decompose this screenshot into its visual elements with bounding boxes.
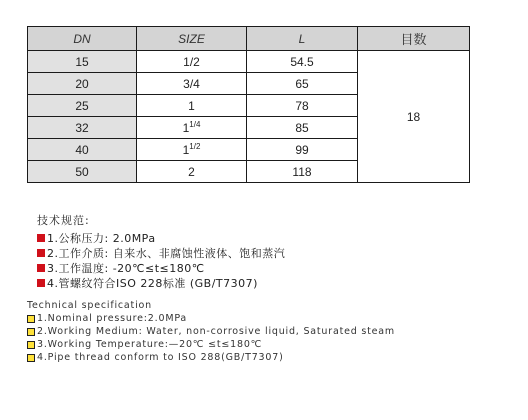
en-spec-item <box>27 325 395 338</box>
en-spec-item <box>27 338 395 351</box>
table-row <box>28 51 470 73</box>
cn-spec-text: 4.管螺纹符合ISO 228标准 (GB/T7307) <box>47 276 258 290</box>
cn-spec-text: 2.工作介质: 自来水、非腐蚀性液体、饱和蒸汽 <box>47 246 286 260</box>
table-header-row <box>28 27 470 51</box>
size-fraction: 1/2 <box>189 142 201 151</box>
cell-size: 1/2 <box>137 51 247 73</box>
header-l: L <box>247 27 358 51</box>
yellow-square-bullet-icon <box>27 328 35 336</box>
cell-dn: 32 <box>28 117 137 139</box>
red-square-bullet-icon <box>37 279 45 287</box>
red-square-bullet-icon <box>37 234 45 242</box>
cell-l: 85 <box>247 117 358 139</box>
red-square-bullet-icon <box>37 249 45 257</box>
cn-spec-text: 3.工作温度: -20℃≤t≤180℃ <box>47 261 205 275</box>
cn-spec-item <box>37 230 285 245</box>
size-whole: 1 <box>182 143 190 157</box>
cn-spec-item <box>37 245 285 260</box>
cell-size: 1 <box>137 95 247 117</box>
en-spec-item <box>27 312 395 325</box>
cell-l: 118 <box>247 161 358 183</box>
size-whole: 1 <box>182 121 190 135</box>
en-spec-text: 2.Working Medium: Water, non-corrosive liquid, Saturated steam <box>37 326 395 337</box>
cell-dn: 50 <box>28 161 137 183</box>
cn-spec-text: 1.公称压力: 2.0MPa <box>47 231 156 245</box>
cn-spec-section <box>37 212 285 290</box>
cell-l: 54.5 <box>247 51 358 73</box>
en-spec-text: 1.Nominal pressure:2.0MPa <box>37 313 188 324</box>
header-dn: DN <box>28 27 137 51</box>
cell-size <box>137 117 247 139</box>
en-spec-item <box>27 351 395 364</box>
en-spec-text: 4.Pipe thread conform to ISO 288(GB/T7307) <box>37 352 284 363</box>
en-spec-section <box>27 300 395 364</box>
cell-size: 2 <box>137 161 247 183</box>
cell-l: 99 <box>247 139 358 161</box>
cell-l: 78 <box>247 95 358 117</box>
cell-dn: 40 <box>28 139 137 161</box>
yellow-square-bullet-icon <box>27 315 35 323</box>
cell-dn: 25 <box>28 95 137 117</box>
en-spec-text: 3.Working Temperature:—20℃ ≤t≤180℃ <box>37 339 263 350</box>
cell-dn: 15 <box>28 51 137 73</box>
size-fraction: 1/4 <box>189 120 201 129</box>
cell-dn: 20 <box>28 73 137 95</box>
header-mesh: 目数 <box>358 27 470 51</box>
yellow-square-bullet-icon <box>27 354 35 362</box>
cell-size <box>137 139 247 161</box>
header-size: SIZE <box>137 27 247 51</box>
cell-size: 3/4 <box>137 73 247 95</box>
yellow-square-bullet-icon <box>27 341 35 349</box>
cn-spec-item <box>37 260 285 275</box>
cn-spec-title: 技术规范: <box>37 214 90 227</box>
cell-mesh: 18 <box>358 51 470 183</box>
cn-spec-item <box>37 275 285 290</box>
cell-l: 65 <box>247 73 358 95</box>
spec-table <box>27 26 470 183</box>
en-spec-title: Technical specification <box>27 300 152 311</box>
red-square-bullet-icon <box>37 264 45 272</box>
